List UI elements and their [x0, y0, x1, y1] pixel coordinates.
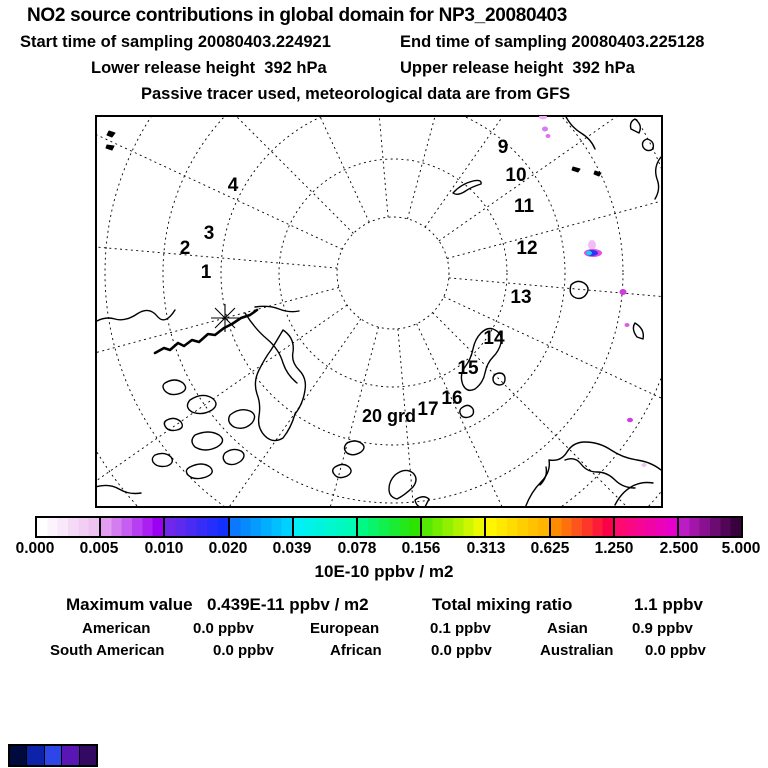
release-site-marker [211, 304, 239, 332]
colorbar-tick: 5.000 [721, 540, 761, 557]
colorbar-tick: 0.313 [466, 540, 506, 557]
sector-label: 2 [179, 238, 191, 259]
colorbar-tick: 1.250 [594, 540, 634, 557]
region-value: 0.0 ppbv [431, 642, 492, 659]
sector-label: 14 [483, 328, 505, 349]
colorbar-tick: 0.156 [401, 540, 441, 557]
sector-label: 11 [513, 196, 535, 217]
colorbar [35, 516, 743, 538]
sector-label: 10 [505, 165, 527, 186]
map-frame [96, 116, 662, 507]
colorbar-unit-label: 10E-10 ppbv / m2 [314, 562, 454, 581]
upper-release-text: Upper release height 392 hPa [400, 59, 635, 77]
region-name: Australian [540, 642, 614, 659]
region-value: 0.9 ppbv [632, 620, 693, 637]
total-mixing-ratio-value: 1.1 ppbv [634, 595, 703, 614]
sector-label: 13 [510, 287, 532, 308]
sector-label: 4 [227, 175, 239, 196]
polar-map [95, 115, 663, 508]
colorbar-tick: 2.500 [659, 540, 699, 557]
colorbar-segment [420, 518, 484, 536]
footer-colorbar-fragment [8, 744, 98, 767]
sector-label: 17 [417, 399, 439, 420]
sector-label: 15 [457, 358, 479, 379]
total-mixing-ratio-label: Total mixing ratio [432, 595, 573, 614]
colorbar-segment [228, 518, 292, 536]
region-value: 0.0 ppbv [213, 642, 274, 659]
sector-label: 16 [441, 388, 463, 409]
region-name: European [310, 620, 380, 637]
colorbar-tick: 0.625 [530, 540, 570, 557]
colorbar-segment [677, 518, 741, 536]
region-name: Asian [547, 620, 588, 637]
start-time-text: Start time of sampling 20080403.224921 [20, 33, 331, 51]
colorbar-segment [99, 518, 163, 536]
colorbar-segment [356, 518, 420, 536]
sector-label: 9 [497, 137, 509, 158]
grid-spacing-label: 20 grd [361, 406, 417, 426]
sector-label: 1 [200, 262, 212, 283]
colorbar-segment [37, 518, 99, 536]
sector-label: 12 [516, 238, 538, 259]
region-value: 0.0 ppbv [645, 642, 706, 659]
colorbar-tick: 0.005 [79, 540, 119, 557]
tracer-note-text: Passive tracer used, meteorological data are from GFS [141, 85, 571, 103]
region-name: American [82, 620, 151, 637]
colorbar-segment [484, 518, 548, 536]
colorbar-tick: 0.020 [208, 540, 248, 557]
colorbar-segment [163, 518, 227, 536]
region-name: South American [50, 642, 165, 659]
colorbar-tick: 0.078 [337, 540, 377, 557]
colorbar-tick: 0.039 [272, 540, 312, 557]
maximum-value-label: Maximum value [66, 595, 193, 614]
end-time-text: End time of sampling 20080403.225128 [400, 33, 705, 51]
region-value: 0.0 ppbv [193, 620, 254, 637]
colorbar-tick: 0.010 [144, 540, 184, 557]
colorbar-segment [613, 518, 677, 536]
colorbar-segment [549, 518, 613, 536]
figure-title: NO2 source contributions in global domain for NP3_20080403 [27, 5, 568, 26]
colorbar-tick: 0.000 [15, 540, 55, 557]
region-value: 0.1 ppbv [430, 620, 491, 637]
sector-label: 3 [203, 223, 215, 244]
colorbar-segment [292, 518, 356, 536]
maximum-value: 0.439E-11 ppbv / m2 [207, 595, 369, 614]
lower-release-text: Lower release height 392 hPa [91, 59, 327, 77]
region-name: African [330, 642, 382, 659]
